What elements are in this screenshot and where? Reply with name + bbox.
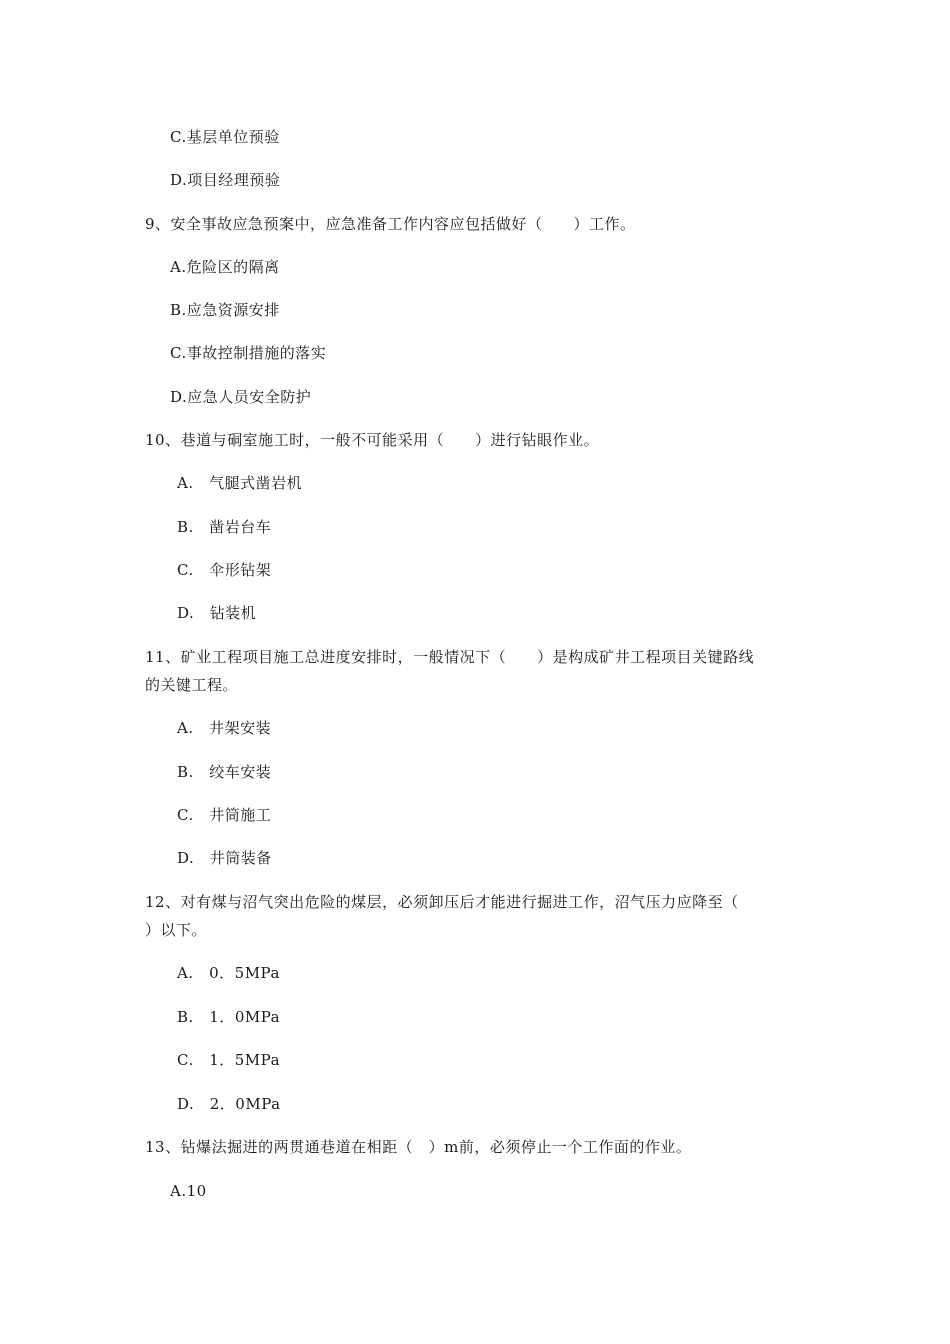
option-9a: A.危险区的隔离	[170, 258, 280, 276]
option-11c: C. 井筒施工	[177, 806, 272, 824]
question-12-cont: ）以下。	[145, 921, 208, 939]
question-12: 12、对有煤与沼气突出危险的煤层，必须卸压后才能进行掘进工作，沼气压力应降至（	[145, 893, 739, 911]
option-10c: C. 伞形钻架	[177, 561, 272, 579]
option-8c: C.基层单位预验	[170, 128, 280, 146]
option-12a: A. 0．5MPa	[177, 964, 280, 982]
option-12d: D. 2．0MPa	[177, 1095, 281, 1113]
option-9b: B.应急资源安排	[170, 301, 280, 319]
question-11-cont: 的关键工程。	[145, 676, 239, 694]
option-9d: D.应急人员安全防护	[170, 388, 312, 406]
question-13: 13、钻爆法掘进的两贯通巷道在相距（ ）m前，必须停止一个工作面的作业。	[145, 1138, 692, 1156]
question-10: 10、巷道与硐室施工时，一般不可能采用（ ）进行钻眼作业。	[145, 431, 600, 449]
option-11a: A. 井架安装	[177, 719, 272, 737]
option-10d: D. 钻装机	[177, 604, 257, 622]
option-10a: A. 气腿式凿岩机	[177, 474, 303, 492]
option-10b: B. 凿岩台车	[177, 518, 272, 536]
option-13a: A.10	[170, 1182, 207, 1200]
option-11b: B. 绞车安装	[177, 763, 272, 781]
option-8d: D.项目经理预验	[170, 171, 281, 189]
option-11d: D. 井筒装备	[177, 849, 272, 867]
option-12b: B. 1．0MPa	[177, 1008, 281, 1026]
question-9: 9、安全事故应急预案中，应急准备工作内容应包括做好（ ）工作。	[145, 215, 636, 233]
option-12c: C. 1．5MPa	[177, 1051, 281, 1069]
question-11: 11、矿业工程项目施工总进度安排时，一般情况下（ ）是构成矿井工程项目关键路线	[145, 648, 755, 666]
option-9c: C.事故控制措施的落实	[170, 344, 327, 362]
